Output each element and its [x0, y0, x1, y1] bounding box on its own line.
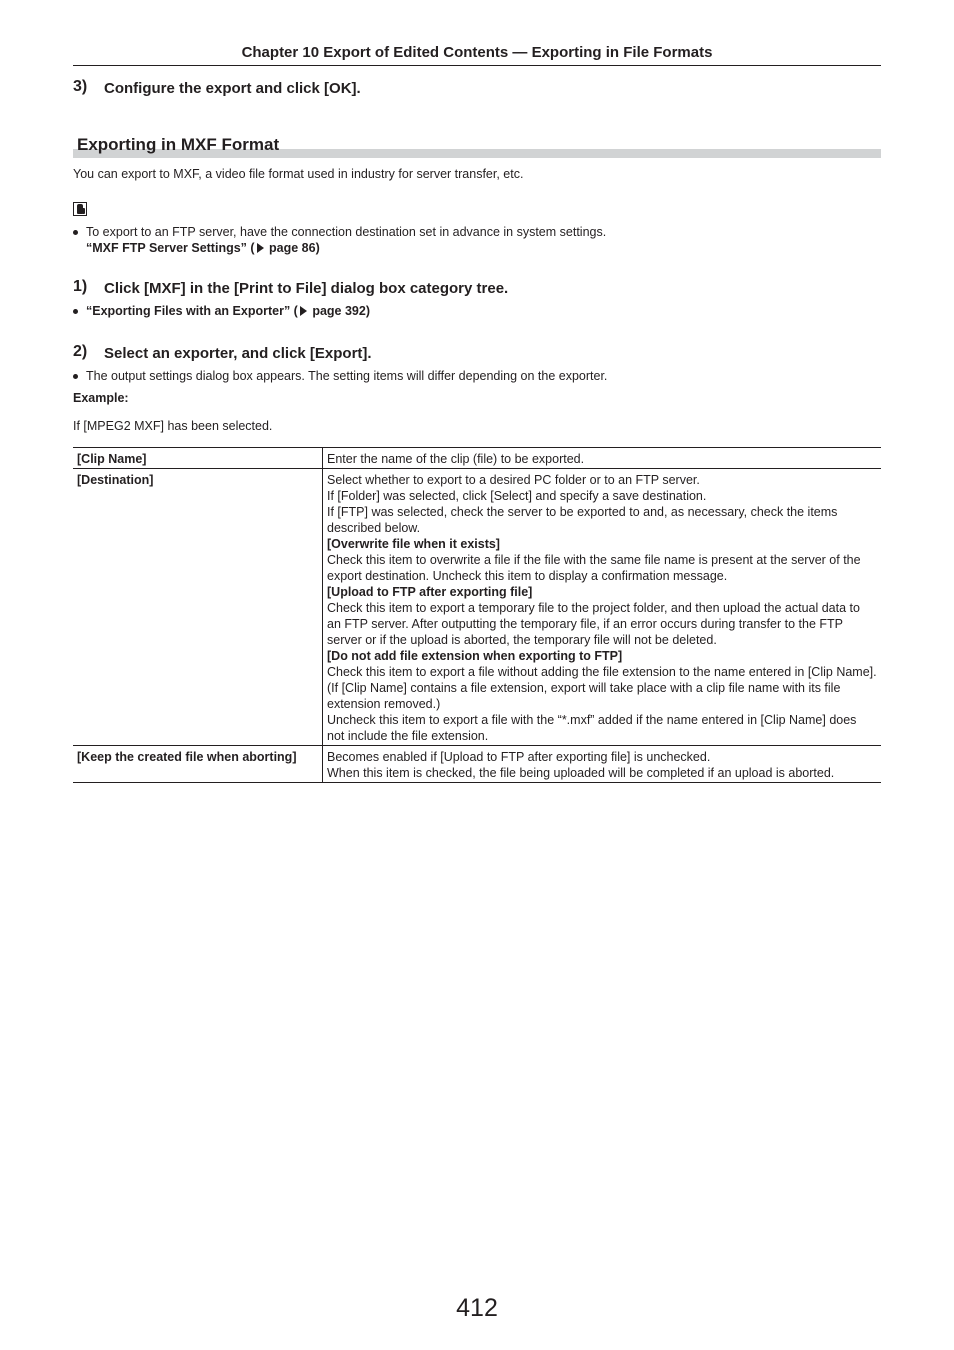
description-line: Becomes enabled if [Upload to FTP after exporting file] is unchecked. [327, 750, 711, 764]
intro-text: You can export to MXF, a video file format used in industry for server transfer, etc. [73, 167, 524, 181]
description-line: If [Folder] was selected, click [Select] and specify a save destination. [327, 489, 707, 503]
description-line: Check this item to export a file without adding the file extension to the name entered in [Clip Name]. (If [Clip Name] contains a file extension, export will take place with a clip file name with its file extension removed.) [327, 665, 877, 711]
option-heading: [Do not add file extension when exporting to FTP] [327, 649, 623, 663]
page-arrow-icon [257, 243, 264, 253]
page-arrow-icon [300, 306, 307, 316]
setting-name: [Destination] [73, 469, 323, 746]
bullet-text: The output settings dialog box appears. The setting items will differ depending on the exporter. [86, 369, 608, 383]
reference-text: “Exporting Files with an Exporter” ( [86, 304, 298, 318]
step-number: 3) [73, 78, 88, 95]
option-heading: [Overwrite file when it exists] [327, 537, 500, 551]
example-text: If [MPEG2 MXF] has been selected. [73, 419, 273, 433]
setting-description [323, 448, 882, 469]
setting-name: [Clip Name] [73, 448, 323, 469]
step-text: Configure the export and click [OK]. [104, 80, 361, 97]
settings-table [73, 447, 881, 783]
example-label: Example: [73, 391, 129, 405]
section-heading [73, 134, 881, 158]
description-line: Enter the name of the clip (file) to be exported. [327, 452, 585, 466]
table-row [73, 469, 881, 746]
description-line: When this item is checked, the file being uploaded will be completed if an upload is aborted. [327, 766, 835, 780]
setting-name: [Keep the created file when aborting] [73, 746, 323, 783]
note-hand-icon [73, 202, 87, 216]
reference-page: page 392) [308, 304, 370, 318]
description-line: Select whether to export to a desired PC folder or to an FTP server. [327, 473, 700, 487]
page-number: 412 [456, 1294, 498, 1322]
note-text: To export to an FTP server, have the connection destination set in advance in system settings. [86, 225, 607, 239]
bullet-dot [73, 309, 78, 314]
bullet-dot [73, 230, 78, 235]
step-number: 1) [73, 278, 88, 295]
step-number: 2) [73, 343, 88, 360]
table-row [73, 746, 881, 783]
description-line: Uncheck this item to export a file with the “*.mxf” added if the name entered in [Clip Name] does not include the file extension. [327, 713, 857, 743]
bullet-dot [73, 374, 78, 379]
description-line: Check this item to export a temporary file to the project folder, and then upload the actual data to an FTP server. After outputting the temporary file, if an error occurs during transfer to the FTP server or if the upload is aborted, the temporary file will not be deleted. [327, 601, 860, 647]
step-text: Select an exporter, and click [Export]. [104, 345, 372, 362]
table-row [73, 448, 881, 469]
description-line: Check this item to overwrite a file if the file with the same file name is present at the server of the export destination. Uncheck this item to display a confirmation message. [327, 553, 861, 583]
reference-page: page 86) [265, 241, 320, 255]
section-title: Exporting in MXF Format [77, 135, 280, 154]
option-heading: [Upload to FTP after exporting file] [327, 585, 533, 599]
description-line: If [FTP] was selected, check the server to be exported to and, as necessary, check the items described below. [327, 505, 838, 535]
step-text: Click [MXF] in the [Print to File] dialog box category tree. [104, 280, 509, 297]
chapter-header: Chapter 10 Export of Edited Contents — Exporting in File Formats [73, 44, 881, 66]
reference-text: “MXF FTP Server Settings” ( [86, 241, 255, 255]
setting-description [323, 469, 882, 746]
setting-description [323, 746, 882, 783]
